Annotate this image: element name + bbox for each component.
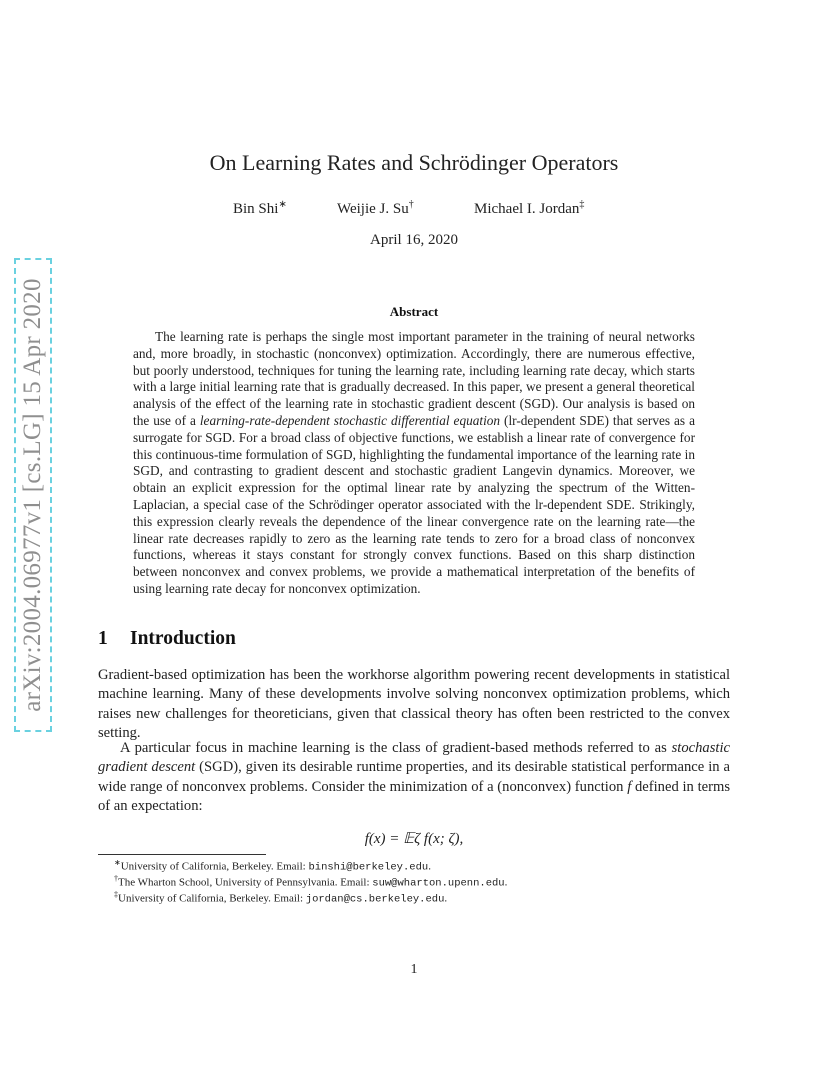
footnote-email-link[interactable]: binshi@berkeley.edu <box>308 861 429 874</box>
abstract-body <box>133 329 695 598</box>
author-name: Bin Shi <box>233 201 279 217</box>
author-3 <box>474 199 584 218</box>
author-name: Michael I. Jordan <box>474 201 580 217</box>
author-mark: ‡ <box>579 199 585 210</box>
abstract-emphasis: learning-rate-dependent stochastic differential equation <box>199 412 501 428</box>
footnote-mark: † <box>114 874 118 883</box>
display-equation: f(x) = 𝔼ζ f(x; ζ), <box>364 831 464 847</box>
paragraph-text: A particular focus in machine learning is the class of gradient-based methods referred to as <box>120 740 672 756</box>
footnote-text: The Wharton School, University of Pennsylvania. Email: <box>118 876 373 889</box>
footnote-text: University of California, Berkeley. Email: <box>118 892 306 905</box>
footnote-end: . <box>504 876 508 889</box>
footnote-email-link[interactable]: jordan@cs.berkeley.edu <box>305 893 445 906</box>
footnote-rule <box>98 854 266 855</box>
abstract-heading: Abstract <box>389 304 439 319</box>
abstract-text: (lr-dependent SDE) that serves as a surrogate for SGD. For a broad class of objective functions, we establish a linear rate of convergence for this continuous-time formulation of SGD, highlighting the fundamental importance of the learning rate in SGD, and contrasting to gradient descent and stochastic gradient Langevin dynamics. Moreover, we obtain an explicit expression for the optimal linear rate by analyzing the spectrum of the Witten-Laplacian, a special case of the Schrödinger operator associated with the lr-dependent SDE. Strikingly, this expression clearly reveals the dependence of the linear convergence rate on the learning rate—the linear rate decreases rapidly to zero as the learning rate tends to zero for a broad class of nonconvex functions, whereas it stays constant for strongly convex functions. Based on this sharp distinction between nonconvex and convex problems, we provide a mathematical interpretation of the benefits of using learning rate decay for nonconvex optimization. <box>133 412 695 596</box>
author-1 <box>233 199 287 218</box>
paragraph-text: (SGD), given its desirable runtime properties, and its desirable statistical performance in a wide range of nonconvex problems. Consider the minimization of a (nonconvex) function <box>98 759 730 795</box>
footnote-mark: ‡ <box>114 890 118 899</box>
intro-paragraph-2 <box>98 739 730 817</box>
footnote-end: . <box>428 860 431 873</box>
page-number: 1 <box>410 962 418 977</box>
arxiv-identifier[interactable]: arXiv:2004.06977v1 [cs.LG] 15 Apr 2020 <box>19 278 46 712</box>
abstract-text: The learning rate is perhaps the single most important parameter in the training of neural networks and, more broadly, in stochastic (nonconvex) optimization. Accordingly, there are numerous effective, but poorly understood, techniques for tuning the learning rate, including learning rate decay, which starts with a large initial learning rate that is gradually decreased. In this paper, we present a general theoretical analysis of the effect of the learning rate in stochastic gradient descent (SGD). Our analysis is based on the use of a <box>133 329 695 428</box>
math-variable: f <box>627 778 632 795</box>
section-title: Introduction <box>130 628 236 649</box>
intro-paragraph-1: Gradient-based optimization has been the workhorse algorithm powering recent developments in statistical machine learning. Many of these developments involve solving nonconvex optimization problems, which raises new challenges for theoreticians, given that classical theory has often been restricted to the convex setting. <box>98 667 730 742</box>
footnote-email-link[interactable]: suw@wharton.upenn.edu <box>372 877 505 890</box>
paper-title: On Learning Rates and Schrödinger Operators <box>209 150 619 175</box>
paragraph-emphasis: stochastic gradient descent <box>98 740 730 776</box>
author-2 <box>337 199 414 218</box>
footnote-1 <box>114 858 431 874</box>
paragraph-text: defined in terms of an expectation: <box>98 778 731 815</box>
section-number: 1 <box>98 628 108 649</box>
footnote-3 <box>114 890 447 906</box>
author-name: Weijie J. Su <box>337 201 409 217</box>
paper-date: April 16, 2020 <box>370 232 458 248</box>
footnote-2 <box>114 874 507 890</box>
footnote-mark: ∗ <box>114 858 121 867</box>
author-mark: † <box>408 199 414 210</box>
section-heading <box>98 628 236 650</box>
footnote-text: University of California, Berkeley. Email: <box>120 860 309 873</box>
author-mark: ∗ <box>278 199 287 210</box>
footnote-end: . <box>444 892 448 905</box>
